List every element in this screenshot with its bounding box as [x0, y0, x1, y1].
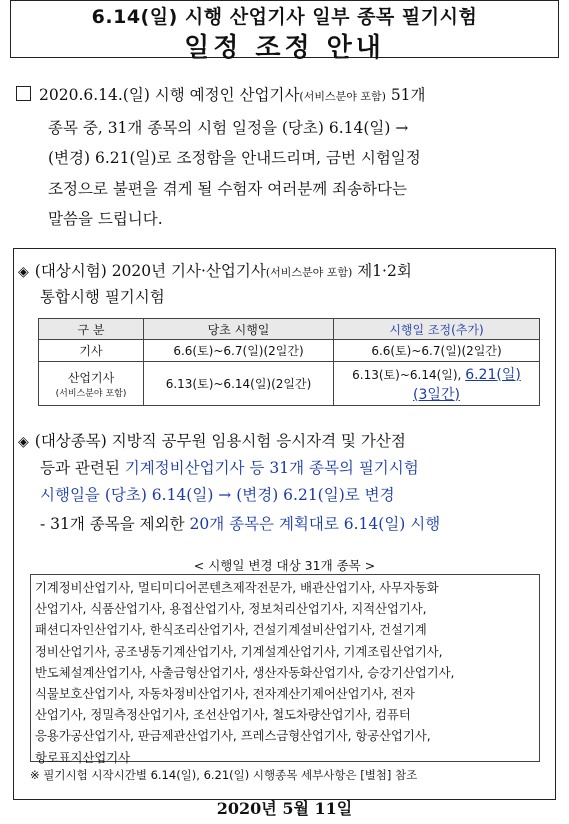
- adjusted-date-a: 6.13(토)~6.14(일),: [352, 367, 466, 382]
- section1-text-c: 제1·2회: [352, 262, 412, 280]
- section2-line4: [40, 511, 440, 537]
- table-cell: [39, 362, 144, 406]
- row-sublabel: (서비스분야 포함): [55, 388, 127, 399]
- section2-text2a: 등과 관련된: [40, 459, 125, 477]
- adjusted-date-b: 6.21(일): [465, 366, 521, 383]
- section2-line1: [18, 428, 406, 455]
- row-label: 산업기사: [67, 370, 115, 385]
- table-cell: 6.13(토)~6.14(일)(2일간): [144, 362, 334, 406]
- list-item: 식물보호산업기사, 자동차정비산업기사, 전자계산기제어산업기사, 전자: [35, 687, 415, 702]
- page-title-line1: 6.14(일) 시행 산업기사 일부 종목 필기시험: [91, 6, 478, 28]
- page-title-line2: 일정 조정 안내: [184, 33, 385, 63]
- list-item: 패션디자인산업기사, 한식조리산업기사, 건설기계설비산업기사, 건설기계: [35, 623, 427, 638]
- list-item: 정비산업기사, 공조냉동기계산업기사, 기계설계산업기사, 기계조립산업기사,: [35, 644, 443, 659]
- diamond-bullet-icon: ◈: [18, 434, 29, 450]
- table-row: [39, 340, 540, 362]
- intro-line1-c: 51개: [385, 86, 426, 104]
- list-item: 기계정비산업기사, 멀티미디어콘텐츠제작전문가, 배관산업기사, 사무자동화: [35, 581, 439, 595]
- checkbox-square-icon: [16, 86, 31, 101]
- diamond-bullet-icon: ◈: [18, 264, 29, 280]
- section2-text2b: 기계정비산업기사 등 31개 종목의 필기시험: [124, 459, 419, 477]
- intro-paragraph: [16, 80, 552, 235]
- table-header-adjusted: 시행일 조정(추가): [334, 319, 540, 340]
- section2-text1: (대상종목) 지방직 공무원 임용시험 응시자격 및 가산점: [34, 432, 406, 450]
- table-header-row: [39, 319, 540, 340]
- section1-line1: [18, 258, 412, 286]
- list-item: 항로표지산업기사: [35, 750, 131, 765]
- section1-text-b: (서비스분야 포함): [265, 266, 353, 279]
- section2-line2: [40, 455, 419, 481]
- intro-line5: 말씀을 드립니다.: [48, 210, 163, 228]
- section2-line3: 시행일을 (당초) 6.14(일) → (변경) 6.21(일)로 변경: [40, 486, 395, 504]
- table-row: [39, 362, 540, 406]
- intro-line2: 종목 중, 31개 종목의 시험 일정을 (당초) 6.14(일) →: [48, 118, 409, 137]
- table-header-category: 구 분: [39, 319, 144, 340]
- intro-line1-b: (서비스분야 포함): [299, 90, 386, 103]
- list-item: 산업기사, 정밀측정산업기사, 조선산업기사, 철도차량산업기사, 컴퓨터: [35, 708, 411, 723]
- table-header-original: 당초 시행일: [144, 319, 334, 340]
- document-date: 2020년 5월 11일: [216, 799, 353, 818]
- list-item: 응용가공산업기사, 판금제관산업기사, 프레스금형산업기사, 항공산업기사,: [35, 729, 431, 744]
- table-cell: 6.6(토)~6.7(일)(2일간): [144, 340, 334, 362]
- section2-text4a: - 31개 종목을 제외한: [40, 515, 190, 533]
- intro-line3: (변경) 6.21(일)로 조정함을 안내드리며, 금번 시험일정: [48, 149, 421, 167]
- schedule-table: [38, 318, 540, 406]
- table-cell: 기사: [39, 340, 144, 362]
- footnote: ※ 필기시험 시작시간별 6.14(일), 6.21(일) 시행종목 세부사항은 [별첨] 참조: [30, 768, 418, 782]
- table-cell: 6.6(토)~6.7(일)(2일간): [334, 340, 540, 362]
- title-box: [10, 0, 559, 63]
- list-title: < 시행일 변경 대상 31개 종목 >: [193, 558, 376, 573]
- list-item: 산업기사, 식품산업기사, 용접산업기사, 정보처리산업기사, 지적산업기사,: [35, 602, 427, 617]
- adjusted-duration: (3일간): [413, 386, 460, 403]
- subject-list-box: [30, 574, 540, 765]
- intro-line4: 조정으로 불편을 겪게 될 수험자 여러분께 죄송하다는: [48, 179, 407, 198]
- section2-text4b: 20개 종목은 계획대로 6.14(일) 시행: [189, 515, 441, 533]
- table-cell: [334, 362, 540, 406]
- section1-text-a: (대상시험) 2020년 기사·산업기사: [34, 262, 266, 280]
- list-item: 반도체설계산업기사, 사출금형산업기사, 생산자동화산업기사, 승강기산업기사,: [35, 665, 455, 680]
- intro-line1-a: 2020.6.14.(일) 시행 예정인 산업기사: [39, 86, 300, 104]
- section1-line2: 통합시행 필기시험: [40, 288, 165, 306]
